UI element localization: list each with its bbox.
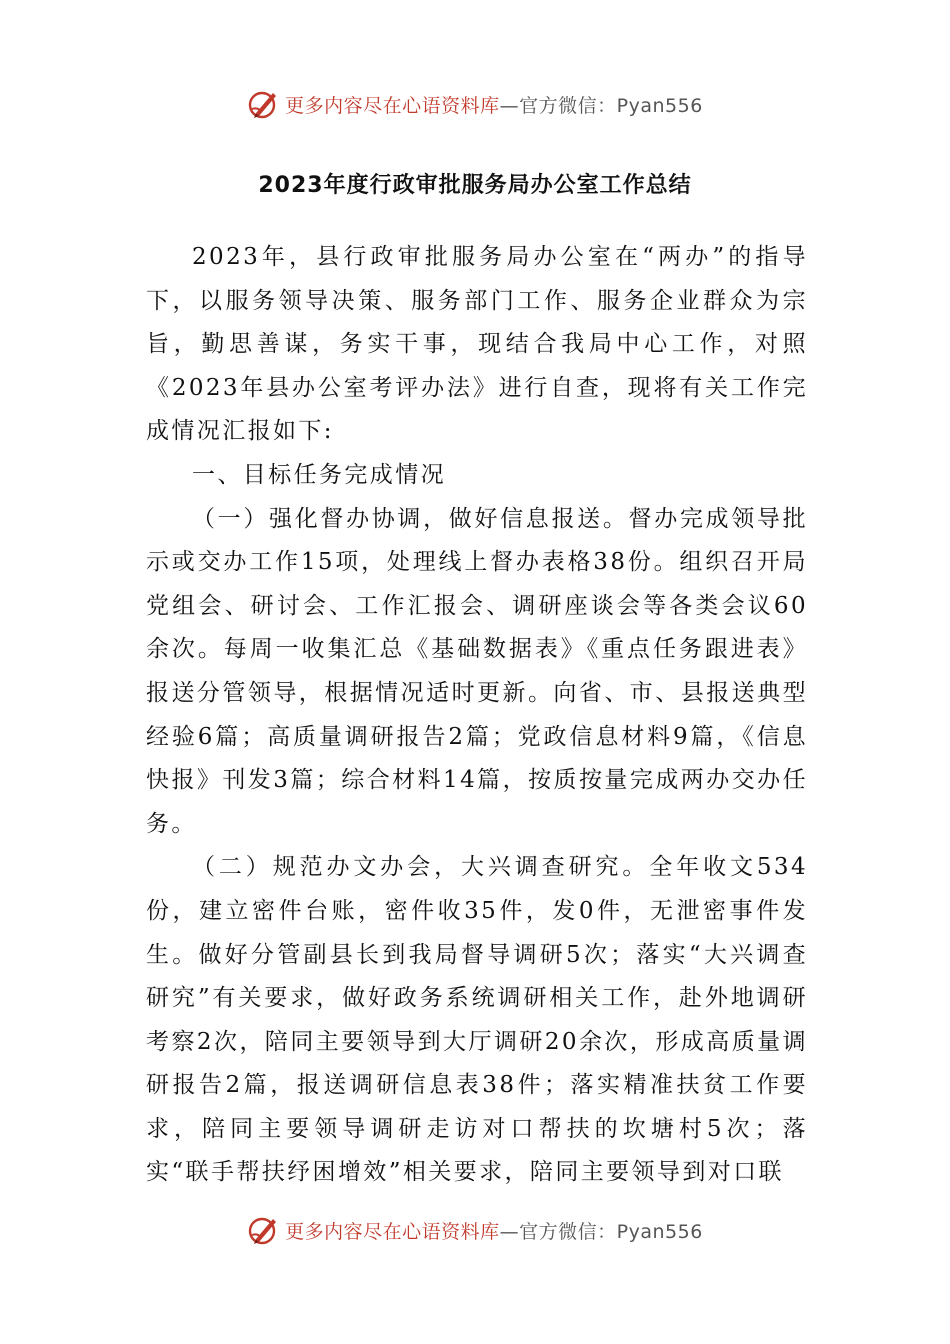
header-watermark-banner bbox=[0, 84, 950, 124]
footer-watermark-banner bbox=[0, 1210, 950, 1250]
pen-logo-icon bbox=[247, 1213, 281, 1247]
pen-logo-icon bbox=[247, 87, 281, 121]
subsection-paragraph-1: （一）强化督办协调，做好信息报送。督办完成领导批示或交办工作15项，处理线上督办表格38份。组织召开局党组会、研讨会、工作汇报会、调研座谈会等各类会议60余次。每周一收集汇总《基础数据表》《重点任务跟进表》报送分管领导，根据情况适时更新。向省、市、县报送典型经验6篇；高质量调研报告2篇；党政信息材料9篇，《信息快报》刊发3篇；综合材料14篇，按质按量完成两办交办任务。 bbox=[146, 505, 808, 837]
banner-text: 更多内容尽在心语资料库—官方微信：Pyan556 bbox=[285, 94, 703, 117]
document-body bbox=[146, 236, 808, 1195]
banner-text: 更多内容尽在心语资料库—官方微信：Pyan556 bbox=[285, 1220, 703, 1243]
intro-paragraph: 2023年，县行政审批服务局办公室在“两办”的指导下，以服务领导决策、服务部门工作、服务企业群众为宗旨，勤思善谋，务实干事，现结合我局中心工作，对照《2023年县办公室考评办法》进行自查，现将有关工作完成情况汇报如下: bbox=[146, 244, 808, 445]
subsection-paragraph-2: （二）规范办文办会，大兴调查研究。全年收文534份，建立密件台账，密件收35件，发0件，无泄密事件发生。做好分管副县长到我局督导调研5次；落实“大兴调查研究”有关要求，做好政务系统调研相关工作，赴外地调研考察2次，陪同主要领导到大厅调研20余次，形成高质量调研报告2篇，报送调研信息表38件；落实精准扶贫工作要求，陪同主要领导调研走访对口帮扶的坎塘村5次；落实“联手帮扶纾困增效”相关要求，陪同主要领导到对口联 bbox=[146, 854, 808, 1186]
section-heading: 一、目标任务完成情况 bbox=[192, 461, 446, 488]
document-title: 2023年度行政审批服务局办公室工作总结 bbox=[258, 173, 692, 198]
